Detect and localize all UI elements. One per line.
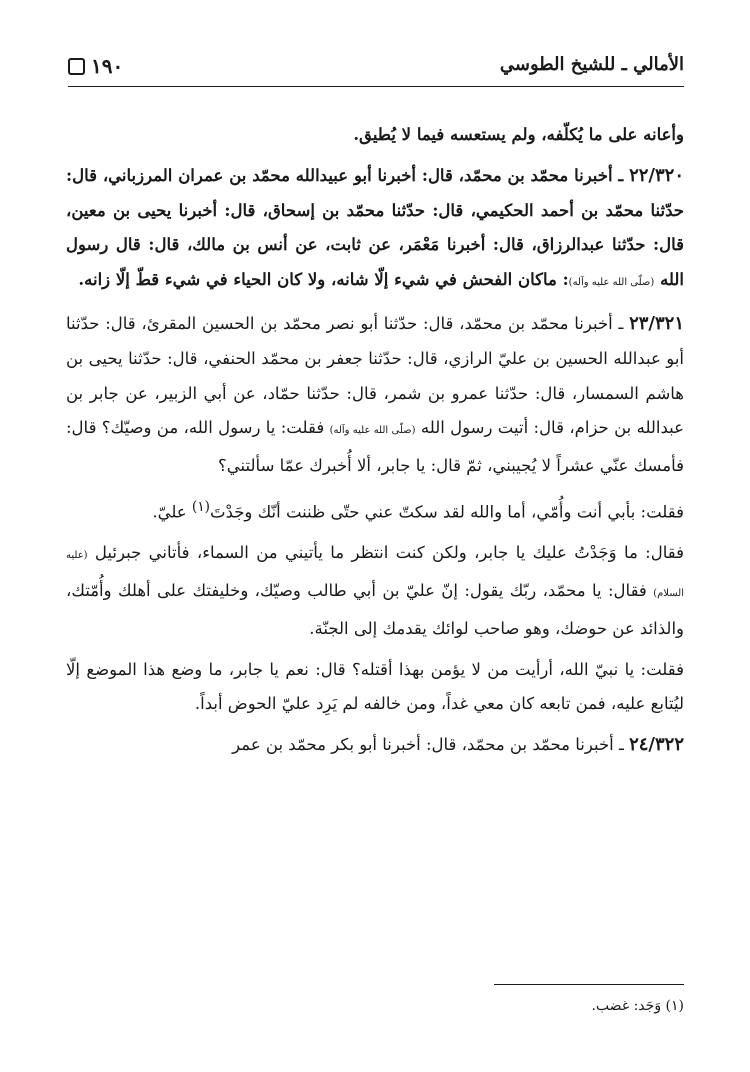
paragraph-6: [66, 653, 684, 723]
paragraph-1-text: وأعانه على ما يُكلّفه، ولم يستعسه فيما لا يُطيق.: [353, 125, 684, 144]
page-header: [68, 52, 684, 88]
footnote-rule: [494, 984, 684, 985]
hadith-number: ٢٤/٣٢٢: [629, 734, 684, 756]
hadith-320-text-end: : ماكان الفحش في شيء إلّا شانه، ولا كان الحياء في شيء قطّ إلّا زانه.: [78, 270, 569, 290]
footnote: [66, 998, 684, 1014]
page-body: [66, 118, 684, 769]
paragraph-4-text: فقلت: بأبي أنت وأُمّي، أما والله لقد سكتّ عني حتّى ظننت أنّك وجَدْتَ: [210, 502, 684, 522]
hadith-320: [66, 159, 684, 301]
paragraph-4-end: عليّ.: [152, 502, 192, 522]
paragraph-5-text: فقال: ما وَجَدْتُ عليك يا جابر، ولكن كنت انتظر ما يأتيني من السماء، فأتاني جبرئيل: [87, 543, 684, 563]
hadith-320-text: ـ أخبرنا محمّد بن محمّد، قال: أخبرنا أبو عبيدالله محمّد بن عمران المرزباني، قال: حدّثنا محمّد بن أحمد الحكيمي، قال: حدّثنا محمّد بن إسحاق، قال: أخبرنا يحيى بن معين، قال: حدّثنا عبدالرزاق، قال: أخبرنا مَعْمَر، عن ثابت، عن أنس بن مالك، قال: قال رسول الله: [66, 165, 684, 290]
honorific: (صلّى الله عليه وآله): [568, 277, 655, 289]
running-title: الأمالي ـ للشيخ الطوسي: [499, 54, 684, 75]
hadith-322-text: ـ أخبرنا محمّد بن محمّد، قال: أخبرنا أبو بكر محمّد بن عمر: [232, 735, 630, 755]
paragraph-1: [66, 118, 684, 153]
footnote-marker: (١): [191, 498, 211, 515]
page-number-text: ١٩٠: [91, 54, 124, 78]
paragraph-6-text: فقلت: يا نبيّ الله، أرأيت من لا يؤمن بهذا أقتله؟ قال: نعم يا جابر، ما وضع هذا الموضع إلّا ليُتابع عليه، فمن تابعه كان معي غداً، ومن خالفه لم يَرِد عليّ الحوض أبداً.: [66, 659, 684, 714]
paragraph-5-end: فقال: يا محمّد، ربّك يقول: إنّ عليّ بن أبي طالب وصيّك، وخليفتك على أهلك وأُمّتك، والذائد عن حوضك، وهو صاحب لوائك يقدمك إلى الجنّة.: [66, 581, 684, 638]
hadith-number: ٢٢/٣٢٠: [629, 164, 684, 186]
hadith-number: ٢٣/٣٢١: [629, 312, 684, 334]
hadith-321: [66, 307, 684, 484]
honorific: (عليه السلام): [66, 550, 684, 600]
hadith-321-text-end: فقلت: يا رسول الله، من وصيّك؟ قال: فأمسك عنّي عشراً لا يُجيبني، ثمّ قال: يا جابر، ألا أُخبرك عمّا سألتني؟: [66, 418, 684, 476]
paragraph-5: [66, 536, 684, 646]
honorific: (صلّى الله عليه وآله): [329, 425, 416, 437]
page-number: [68, 54, 123, 78]
header-rule: [68, 86, 684, 87]
page-box-icon: [68, 58, 85, 75]
paragraph-4: [66, 490, 684, 530]
hadith-322: [66, 728, 684, 763]
hadith-321-text: ـ أخبرنا محمّد بن محمّد، قال: حدّثنا أبو نصر محمّد بن الحسين المقرئ، قال: حدّثنا أبو عبدالله الحسين بن عليّ الرازي، قال: حدّثنا جعفر بن محمّد الحنفي، قال: حدّثنا يحيى بن هاشم السمسار، قال: حدّثنا عمرو بن شمر، قال: حدّثنا حمّاد، عن أبي الزبير، عن جابر بن عبدالله بن حزام، قال: أتيت رسول الله: [66, 313, 685, 438]
footnote-text: (١) وَجَد: غضب.: [591, 998, 684, 1014]
